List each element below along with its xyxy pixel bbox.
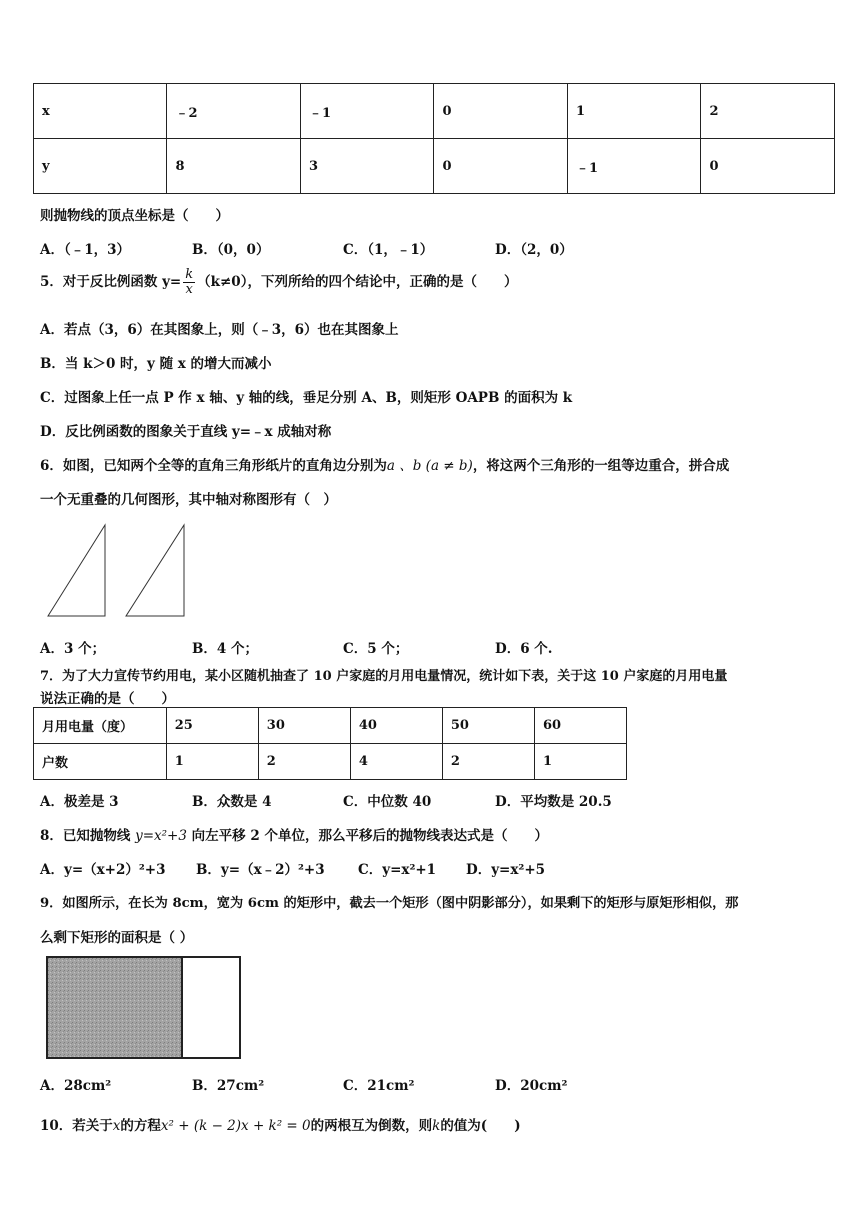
q10-var-k: k (432, 1118, 441, 1134)
table-cell: y (34, 139, 167, 194)
q7-option-c: C．中位数 40 (343, 794, 432, 810)
q7-option-d: D．平均数是 20.5 (495, 794, 612, 810)
table-cell: 1 (166, 744, 258, 780)
table-cell: 0 (701, 139, 835, 194)
table-cell: 8 (167, 139, 301, 194)
table-row (34, 744, 627, 780)
q10-post: 的值为( ) (440, 1118, 521, 1134)
q8-option-d: D．y=x²+5 (466, 862, 546, 878)
table-cell: 0 (434, 139, 567, 194)
q9-stem-line2: 么剩下矩形的面积是（ ） (40, 930, 194, 946)
q8-post: 向左平移 2 个单位，那么平移后的抛物线表达式是（ ） (186, 828, 548, 844)
q5-stem-pre: 5．对于反比例函数 y= (40, 274, 182, 290)
table-cell: 1 (567, 84, 701, 139)
remaining-rectangle (182, 957, 240, 1058)
q7-stem-line2: 说法正确的是（ ） (40, 691, 175, 707)
q5-frac-num: k (185, 267, 194, 282)
table-cell: 2 (442, 744, 534, 780)
q5-option-a: A．若点（3，6）在其图象上，则（﹣3，6）也在其图象上 (40, 322, 399, 338)
q9-option-b: B．27cm² (192, 1078, 265, 1094)
table-cell: 0 (434, 84, 567, 139)
q10-mid2: 的两根互为倒数，则 (310, 1118, 433, 1134)
table-cell: x (34, 84, 167, 139)
q10-stem (40, 1114, 521, 1134)
table-cell: 4 (350, 744, 442, 780)
q5-frac-den: x (185, 282, 193, 297)
triangle-right (126, 525, 184, 616)
table-cell: 60 (534, 708, 626, 744)
q6-option-b: B．4 个； (192, 641, 259, 657)
q9-stem-line1: 9．如图所示，在长为 8cm，宽为 6cm 的矩形中，截去一个矩形（图中阴影部分），如果剩下的矩形与原矩形相似，那 (40, 896, 739, 911)
table-cell: 40 (350, 708, 442, 744)
q10-var-x: x (112, 1118, 121, 1134)
table-cell: 2 (258, 744, 350, 780)
triangle-left (48, 525, 105, 616)
q7-stem-line1: 7．为了大力宣传节约用电，某小区随机抽查了 10 户家庭的月用电量情况，统计如下表，关于这 10 户家庭的月用电量 (40, 669, 728, 684)
electricity-table (33, 707, 627, 780)
q5-fraction (183, 268, 195, 297)
q7-option-b: B．众数是 4 (192, 794, 272, 810)
q4-option-c: C．（1，﹣1） (343, 242, 434, 258)
q10-pre: 10．若关于 (40, 1118, 113, 1134)
table-cell: 30 (258, 708, 350, 744)
table-cell: 2 (701, 84, 835, 139)
q6-option-d: D．6 个. (495, 641, 553, 657)
table-row (34, 708, 627, 744)
q9-option-a: A．28cm² (40, 1078, 112, 1094)
q8-option-b: B．y=（x﹣2）²+3 (196, 862, 325, 878)
q4-stem: 则抛物线的顶点坐标是（ ） (40, 208, 229, 224)
q9-option-c: C．21cm² (343, 1078, 415, 1094)
q8-option-a: A．y=（x+2）²+3 (40, 862, 166, 878)
xy-value-table (33, 83, 835, 194)
q5-option-d: D．反比例函数的图象关于直线 y=﹣x 成轴对称 (40, 424, 332, 440)
q6-option-c: C．5 个； (343, 641, 409, 657)
q6-stem-line1 (40, 454, 729, 474)
q7-option-a: A．极差是 3 (40, 794, 119, 810)
q5-stem-post: （k≠0），下列所给的四个结论中，正确的是（ ） (197, 274, 518, 290)
table-cell: 50 (442, 708, 534, 744)
q9-rectangle-figure (44, 954, 250, 1062)
q6-option-a: A．3 个； (40, 641, 106, 657)
q6-post: ，将这两个三角形的一组等边重合，拼合成 (472, 458, 730, 474)
table-row (34, 84, 835, 139)
table-cell: ﹣2 (167, 84, 301, 139)
q8-option-c: C．y=x²+1 (358, 862, 437, 878)
table-cell: 月用电量（度） (34, 708, 167, 744)
q6-triangles-figure (44, 522, 194, 618)
q4-option-b: B．（0，0） (192, 242, 270, 258)
q8-pre: 8．已知抛物线 (40, 828, 136, 844)
q6-math: a 、b (a ≠ b) (386, 458, 473, 474)
q6-stem-line2: 一个无重叠的几何图形，其中轴对称图形有（ ） (40, 492, 337, 508)
q4-option-d: D．（2，0） (495, 242, 573, 258)
shaded-rectangle (47, 957, 182, 1058)
q6-pre: 6．如图，已知两个全等的直角三角形纸片的直角边分别为 (40, 458, 387, 474)
q8-stem (40, 824, 548, 844)
q5-stem (40, 268, 517, 297)
q8-math: y=x²+3 (135, 828, 187, 844)
q4-option-a: A．（﹣1，3） (40, 242, 131, 258)
table-cell: 3 (300, 139, 434, 194)
q9-option-d: D．20cm² (495, 1078, 568, 1094)
table-cell: 25 (166, 708, 258, 744)
q10-equation: x² + (k − 2)x + k² = 0 (160, 1118, 311, 1134)
q5-option-b: B．当 k＞0 时，y 随 x 的增大而减小 (40, 356, 272, 372)
q10-mid1: 的方程 (120, 1118, 161, 1134)
table-cell: ﹣1 (567, 139, 701, 194)
table-cell: ﹣1 (300, 84, 434, 139)
q5-option-c: C．过图象上任一点 P 作 x 轴、y 轴的线，垂足分别 A、B，则矩形 OAPB 的面积为 k (40, 390, 573, 406)
table-cell: 户数 (34, 744, 167, 780)
table-row (34, 139, 835, 194)
table-cell: 1 (534, 744, 626, 780)
